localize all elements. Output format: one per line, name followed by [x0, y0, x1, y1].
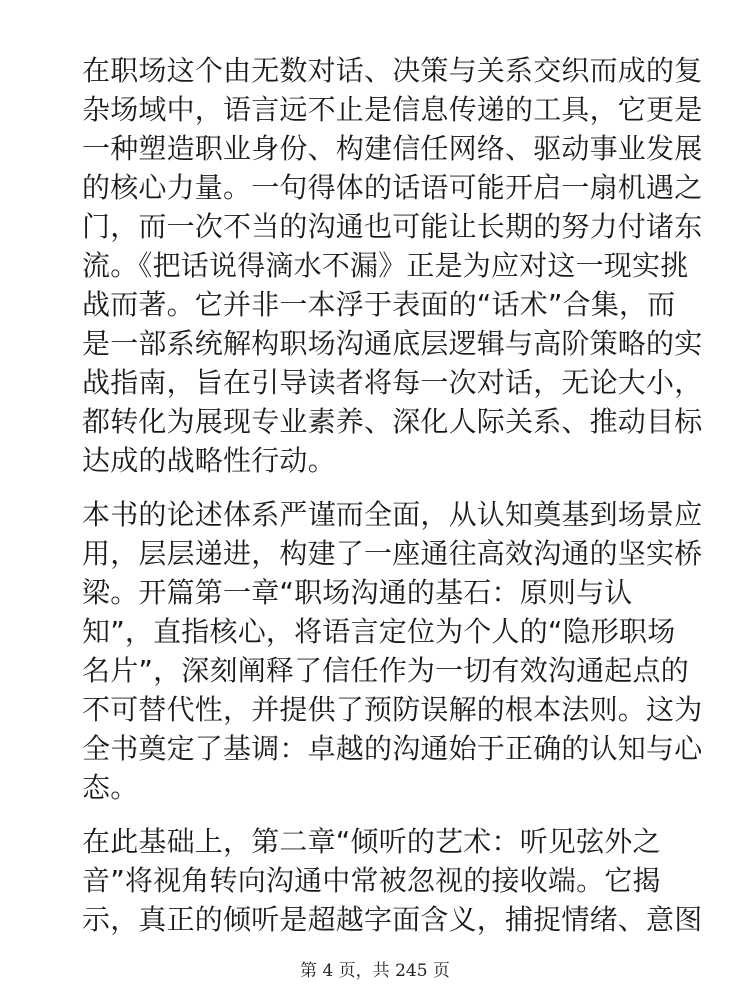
page-number-footer: 第 4 页，共 245 页 — [300, 961, 450, 981]
text-line: 达成的战略性行动。 — [82, 444, 336, 477]
paragraph-intro — [82, 51, 703, 480]
text-line: 态。 — [82, 771, 139, 804]
text-line: 战指南，旨在引导读者将每一次对话，无论大小， — [82, 366, 703, 399]
text-line: 全书奠定了基调：卓越的沟通始于正确的认知与心 — [82, 732, 703, 765]
text-line: 流。《把话说得滴水不漏》正是为应对这一现实挑 — [82, 249, 689, 282]
text-line: 门，而一次不当的沟通也可能让长期的努力付诸东 — [82, 210, 703, 243]
text-line: 名片”，深刻阐释了信任作为一切有效沟通起点的 — [82, 654, 689, 687]
text-line: 的核心力量。一句得体的话语可能开启一扇机遇之 — [82, 171, 703, 204]
paragraph-structure — [82, 495, 703, 807]
text-line: 是一部系统解构职场沟通底层逻辑与高阶策略的实 — [82, 327, 703, 360]
text-line: 梁。开篇第一章“职场沟通的基石：原则与认 — [82, 576, 633, 609]
text-line: 音”将视角转向沟通中常被忽视的接收端。它揭 — [82, 864, 661, 897]
document-body — [82, 51, 703, 954]
text-line: 不可替代性，并提供了预防误解的根本法则。这为 — [82, 693, 703, 726]
text-line: 在职场这个由无数对话、决策与关系交织而成的复 — [82, 54, 703, 87]
text-line: 知”，直指核心，将语言定位为个人的“隐形职场 — [82, 615, 676, 648]
text-line: 在此基础上，第二章“倾听的艺术：听见弦外之 — [82, 825, 661, 858]
text-line: 都转化为展现专业素养、深化人际关系、推动目标 — [82, 405, 703, 438]
text-line: 示，真正的倾听是超越字面含义，捕捉情绪、意图 — [82, 903, 703, 936]
text-line: 用，层层递进，构建了一座通往高效沟通的坚实桥 — [82, 537, 703, 570]
text-line: 一种塑造职业身份、构建信任网络、驱动事业发展 — [82, 132, 703, 165]
text-line: 战而著。它并非一本浮于表面的“话术”合集，而 — [82, 288, 676, 321]
text-line: 本书的论述体系严谨而全面，从认知奠基到场景应 — [82, 498, 703, 531]
text-line: 杂场域中，语言远不止是信息传递的工具，它更是 — [82, 93, 703, 126]
paragraph-chapter-two — [82, 822, 703, 939]
